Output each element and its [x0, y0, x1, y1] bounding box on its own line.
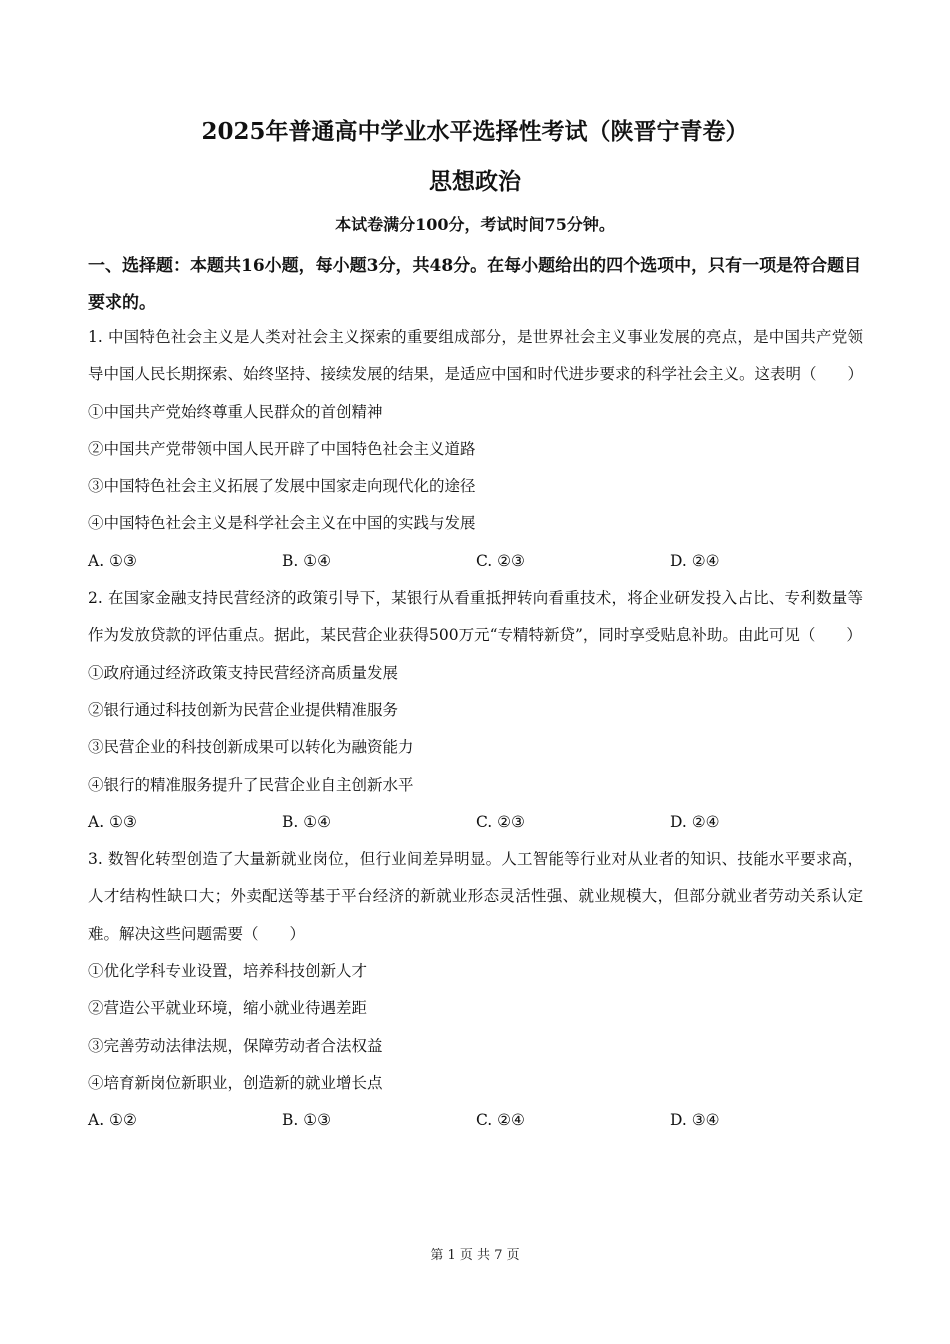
question-option: ②中国共产党带领中国人民开辟了中国特色社会主义道路	[88, 439, 476, 458]
question-option: ③完善劳动法律法规，保障劳动者合法权益	[88, 1036, 383, 1055]
choice-b: B. ①③	[282, 1111, 332, 1130]
subject-title: 思想政治	[429, 168, 521, 195]
choice-a: A. ①③	[88, 812, 137, 831]
question-option: ①政府通过经济政策支持民营经济高质量发展	[88, 663, 399, 682]
question-option: ②营造公平就业环境，缩小就业待遇差距	[88, 999, 368, 1018]
question-option: ④培育新岗位新职业，创造新的就业增长点	[88, 1073, 383, 1092]
choice-a: A. ①③	[88, 551, 137, 570]
question-option: ①优化学科专业设置，培养科技创新人才	[88, 962, 368, 981]
question-option: ①中国共产党始终尊重人民群众的首创精神	[88, 402, 383, 421]
choice-c: C. ②④	[476, 1111, 525, 1130]
question-1	[88, 319, 863, 580]
question-option: ③民营企业的科技创新成果可以转化为融资能力	[88, 738, 414, 757]
questions-container	[88, 319, 863, 1140]
question-option: ②银行通过科技创新为民营企业提供精准服务	[88, 700, 399, 719]
question-option: ④银行的精准服务提升了民营企业自主创新水平	[88, 775, 414, 794]
page-footer: 第 1 页 共 7 页	[430, 1248, 520, 1263]
question-option: ④中国特色社会主义是科学社会主义在中国的实践与发展	[88, 514, 476, 533]
question-2	[88, 580, 863, 841]
answer-choices	[88, 1102, 863, 1139]
question-stem: 2. 在国家金融支持民营经济的政策引导下，某银行从看重抵押转向看重技术，将企业研发投入占比、专利数量等作为发放贷款的评估重点。据此，某民营企业获得500万元“专精特新贷”，同时享受贴息补助。由此可见（ ）	[88, 589, 863, 645]
choice-d: D. ②④	[670, 812, 720, 831]
choice-b: B. ①④	[282, 551, 332, 570]
answer-choices	[88, 543, 863, 580]
choice-c: C. ②③	[476, 551, 525, 570]
answer-choices	[88, 804, 863, 841]
question-3	[88, 841, 863, 1139]
choice-a: A. ①②	[88, 1111, 137, 1130]
choice-b: B. ①④	[282, 812, 332, 831]
choice-d: D. ②④	[670, 551, 720, 570]
question-stem: 1. 中国特色社会主义是人类对社会主义探索的重要组成部分，是世界社会主义事业发展的亮点，是中国共产党领导中国人民长期探索、始终坚持、接续发展的结果，是适应中国和时代进步要求的科学社会主义。这表明（ ）	[88, 328, 864, 384]
choice-d: D. ③④	[670, 1111, 720, 1130]
choice-c: C. ②③	[476, 812, 525, 831]
exam-title: 2025年普通高中学业水平选择性考试（陕晋宁青卷）	[201, 118, 749, 145]
question-option: ③中国特色社会主义拓展了发展中国家走向现代化的途径	[88, 477, 476, 496]
section-heading: 一、选择题：本题共16小题，每小题3分，共48分。在每小题给出的四个选项中，只有一项是符合题目要求的。	[88, 256, 862, 313]
question-stem: 3. 数智化转型创造了大量新就业岗位，但行业间差异明显。人工智能等行业对从业者的知识、技能水平要求高，人才结构性缺口大；外卖配送等基于平台经济的新就业形态灵活性强、就业规模大，但部分就业者劳动关系认定难。解决这些问题需要（ ）	[88, 850, 863, 943]
exam-note: 本试卷满分100分，考试时间75分钟。	[335, 215, 615, 234]
